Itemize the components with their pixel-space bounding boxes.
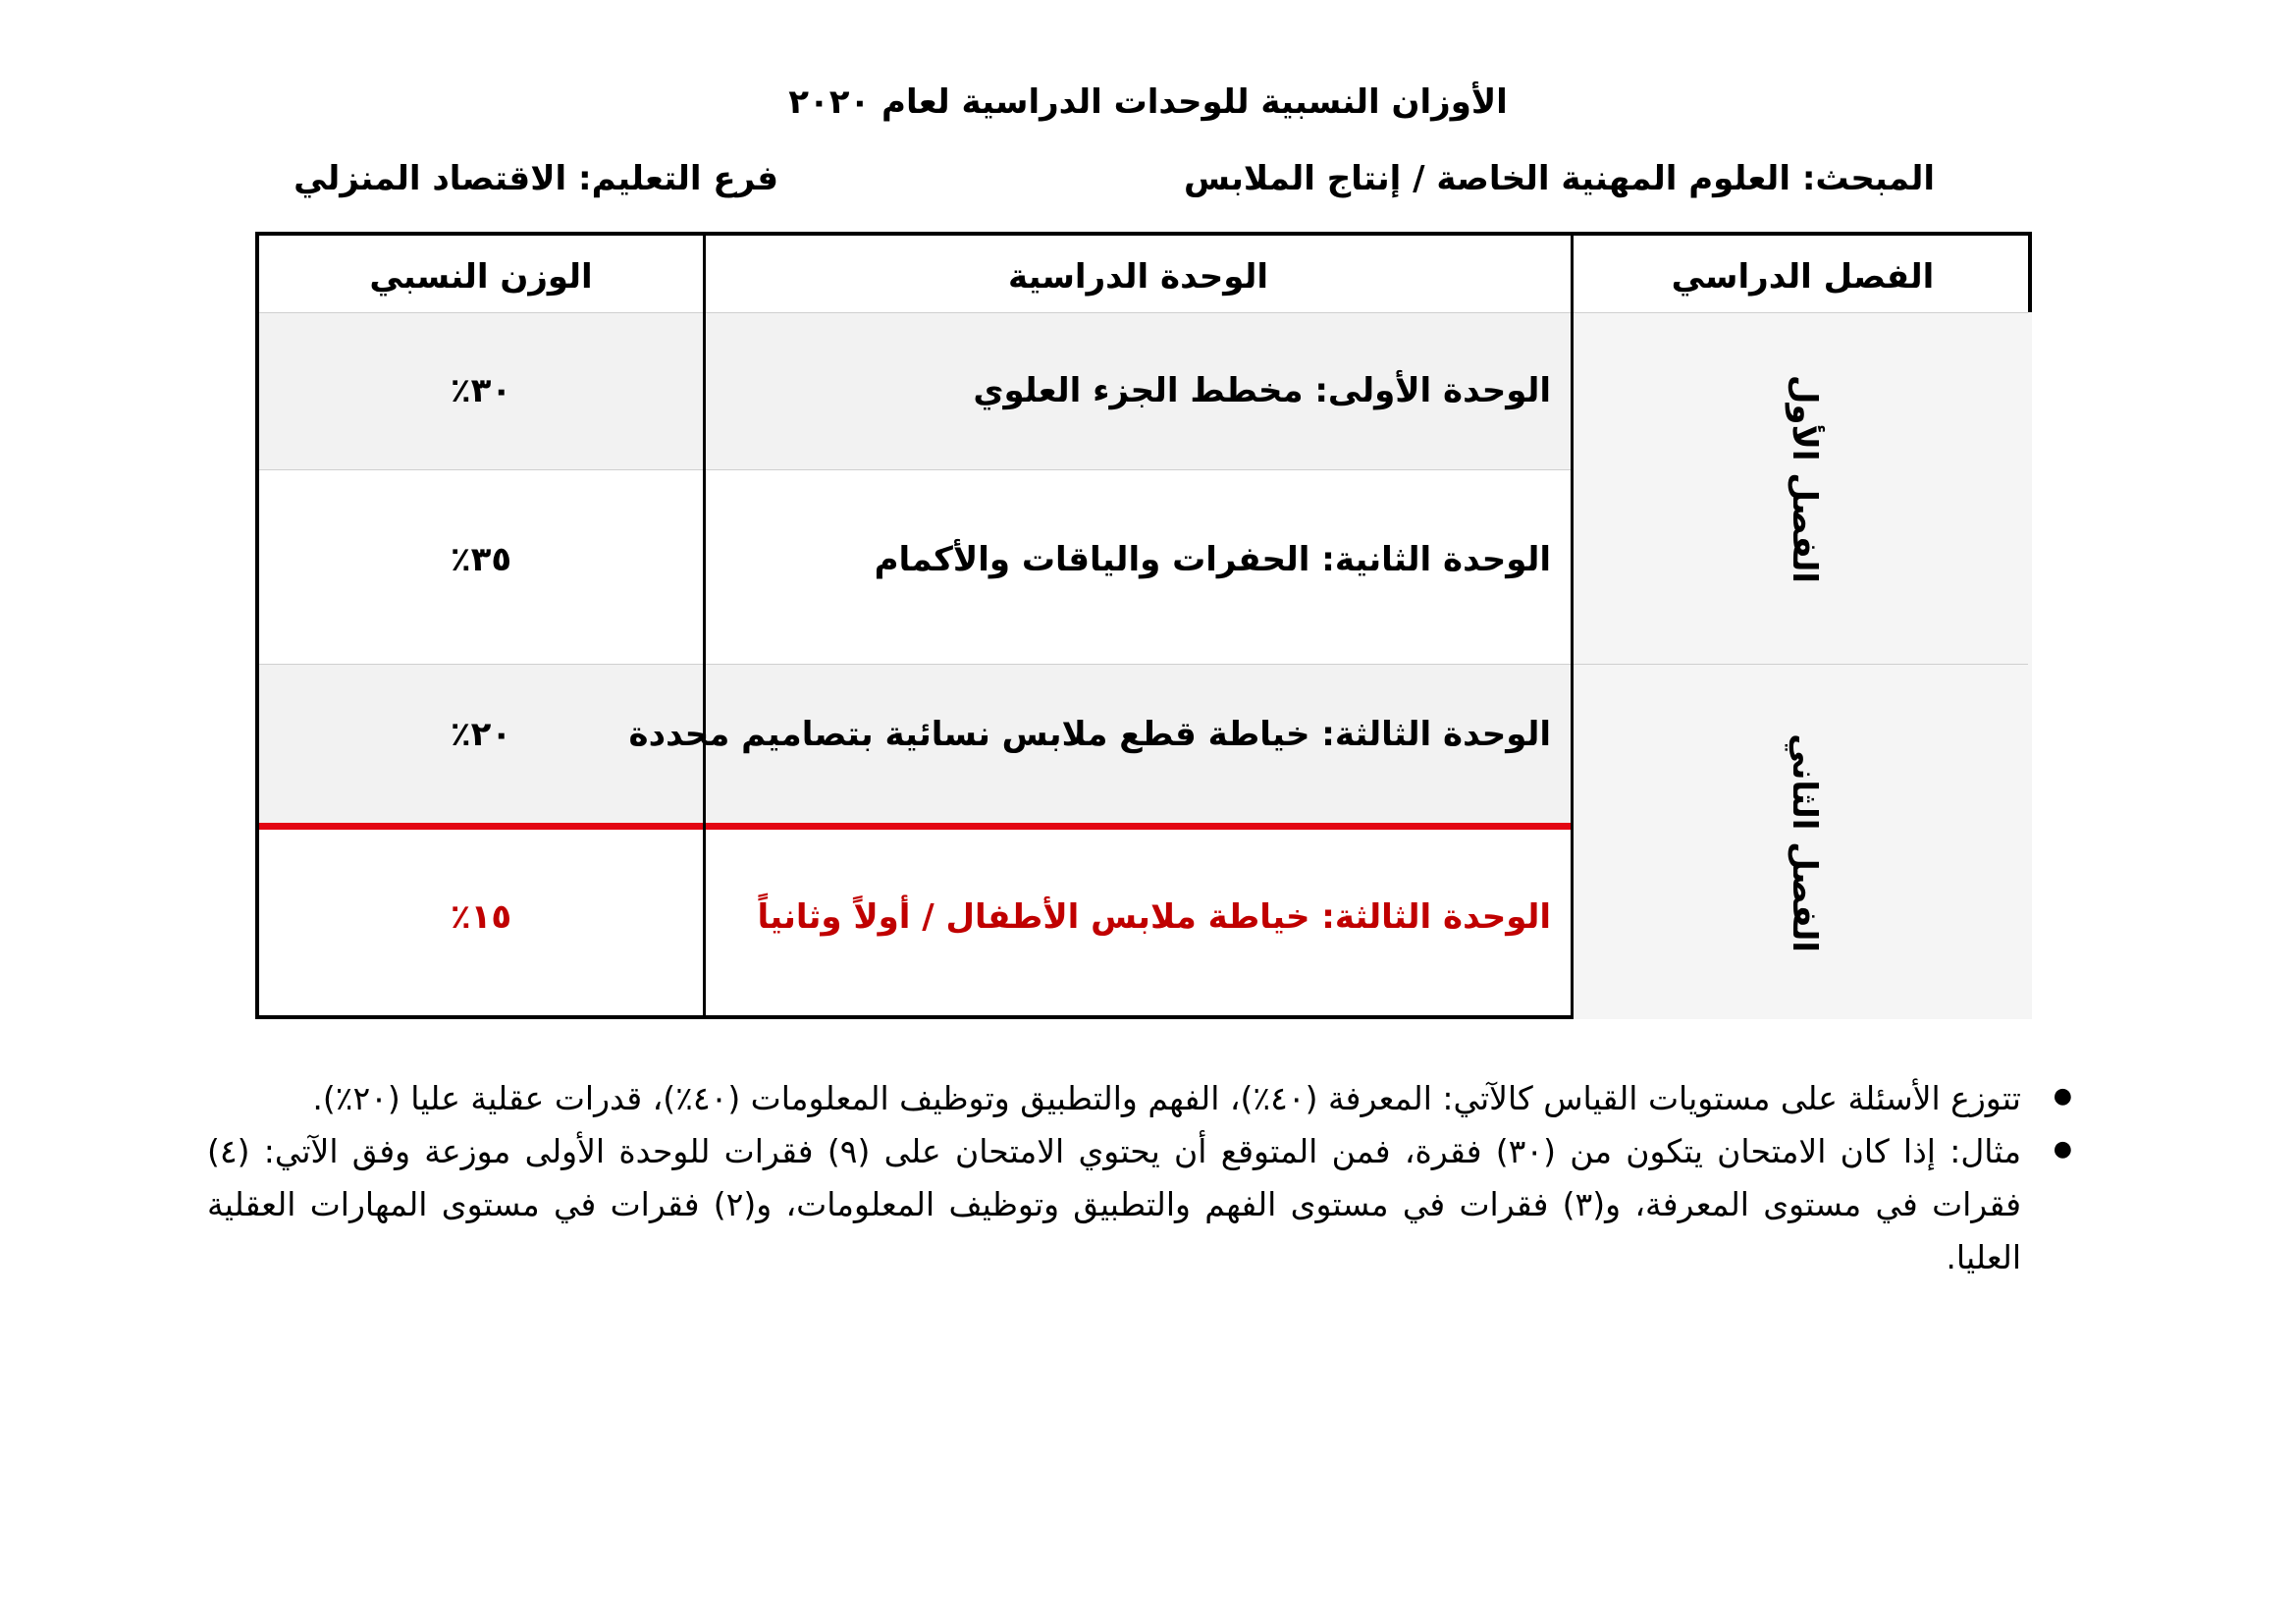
weight-row-3: ٢٠٪ <box>450 715 512 754</box>
header-semester: الفصل الدراسي <box>1671 257 1935 297</box>
unit-row-2: الوحدة الثانية: الحفرات والياقات والأكمام <box>874 540 1551 579</box>
semester-1-label: الفصل الأول <box>1785 374 1824 584</box>
column-divider-left <box>703 236 706 1015</box>
page-title: الأوزان النسبية للوحدات الدراسية لعام ٢٠٢٠ <box>788 82 1508 122</box>
weight-row-4: ١٥٪ <box>450 897 512 937</box>
semester-2-label: الفصل الثاني <box>1785 733 1824 952</box>
header-unit: الوحدة الدراسية <box>1007 257 1268 297</box>
weight-row-1: ٣٠٪ <box>450 371 512 410</box>
note-text-2: مثال: إذا كان الامتحان يتكون من (٣٠) فقرة، فمن المتوقع أن يحتوي الامتحان على (٩) فقرات للوحدة الأولى موزعة وفق الآتي: (٤) فقرات في مستوى المعرفة، و(٣) فقرات في مستوى الفهم والتطبيق وتوظيف المعلومات، و(٢) فقرات في مستوى المهارات العقلية العليا. <box>207 1132 2021 1276</box>
note-item <box>207 1072 2072 1125</box>
subject-label: المبحث: العلوم المهنية الخاصة / إنتاج الملابس <box>1184 159 1935 198</box>
row-divider-1 <box>259 469 1574 470</box>
note-text-1: تتوزع الأسئلة على مستويات القياس كالآتي: المعرفة (٤٠٪)، الفهم والتطبيق وتوظيف المعلومات (٤٠٪)، قدرات عقلية عليا (٢٠٪). <box>312 1079 2021 1117</box>
unit-row-3: الوحدة الثالثة: خياطة قطع ملابس نسائية بتصاميم محددة <box>628 715 1551 754</box>
bullet-icon: ● <box>2053 1084 2072 1109</box>
notes-list <box>207 1072 2072 1284</box>
red-divider <box>259 823 1574 830</box>
column-divider-right <box>1571 236 1574 1015</box>
weight-row-2: ٣٥٪ <box>450 540 512 579</box>
header-divider <box>259 312 2028 313</box>
note-item <box>207 1125 2072 1284</box>
unit-row-1: الوحدة الأولى: مخطط الجزء العلوي <box>973 371 1551 410</box>
row-divider-2 <box>259 664 2028 665</box>
bullet-icon: ● <box>2053 1137 2072 1162</box>
unit-row-4: الوحدة الثالثة: خياطة ملابس الأطفال / أولاً وثانياً <box>757 897 1551 937</box>
branch-label: فرع التعليم: الاقتصاد المنزلي <box>294 159 778 198</box>
header-weight: الوزن النسبي <box>369 257 593 297</box>
weights-table <box>255 232 2032 1019</box>
